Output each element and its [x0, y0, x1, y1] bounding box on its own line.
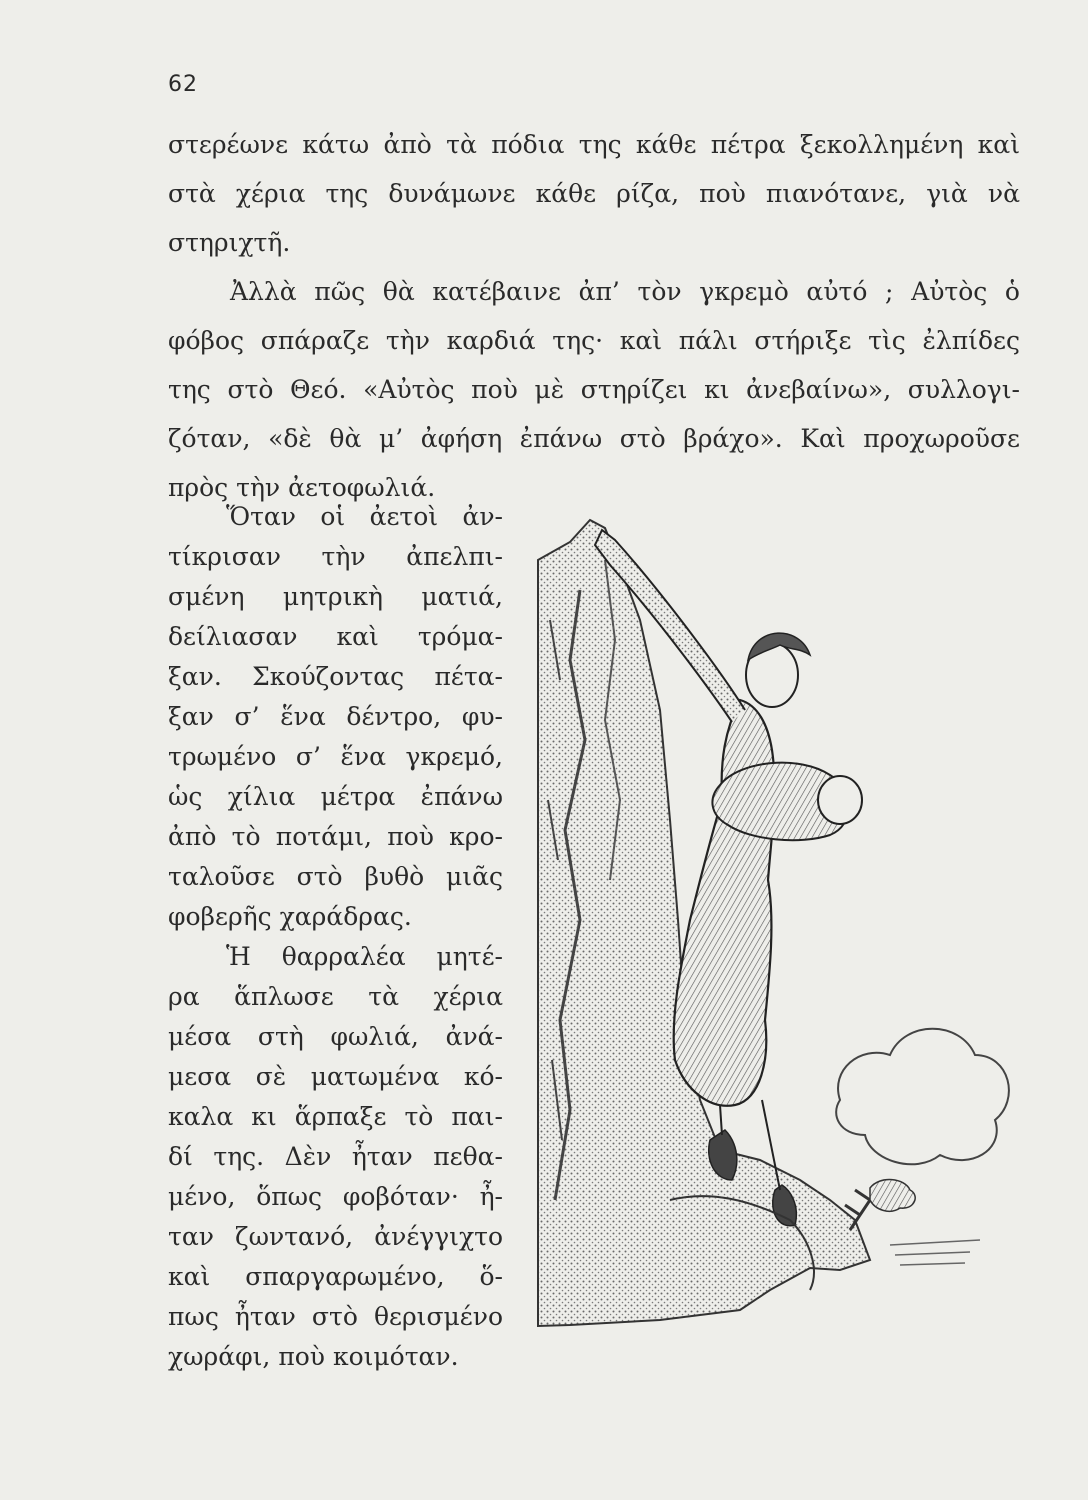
- paragraph-2: [168, 267, 1020, 512]
- text-line: στερέωνε κάτω ἀπὸ τὰ πόδια της κάθε πέτρα ξεκολλημένη καὶ: [168, 130, 1020, 159]
- text-line: πρὸς τὴν ἀετοφωλιά.: [168, 473, 436, 502]
- text-line: ξαν. Σκούζοντας πέτα-: [168, 662, 503, 691]
- text-line: μέσα στὴ φωλιά, ἀνά-: [168, 1022, 503, 1051]
- text-line: ἀπὸ τὸ ποτάμι, ποὺ κρο-: [168, 822, 503, 851]
- text-line: μένο, ὅπως φοβόταν· ἦ-: [168, 1182, 503, 1211]
- text-line: ταν ζωντανό, ἀνέγγιχτο: [168, 1222, 503, 1251]
- text-line: μεσα σὲ ματωμένα κό-: [168, 1062, 503, 1091]
- text-line: τίκρισαν τὴν ἀπελπι-: [168, 542, 503, 571]
- text-line: πως ἦταν στὸ θερισμένο: [168, 1302, 503, 1331]
- text-line: της στὸ Θεό. «Αὐτὸς ποὺ μὲ στηρίζει κι ἀνεβαίνω», συλλογι-: [168, 375, 1020, 404]
- text-line: ζόταν, «δὲ θὰ μ’ ἀφήση ἐπάνω στὸ βράχο». Καὶ προχωροῦσε: [168, 424, 1020, 453]
- text-line: σμένη μητρικὴ ματιά,: [168, 582, 503, 611]
- paragraph-1: [168, 120, 1020, 267]
- text-line: Ἡ θαρραλέα μητέ-: [226, 942, 503, 971]
- baby-face: [818, 776, 862, 824]
- text-line: ὡς χίλια μέτρα ἐπάνω: [168, 782, 503, 811]
- text-line: στὰ χέρια της δυνάμωνε κάθε ρίζα, ποὺ πιανότανε, γιὰ νὰ: [168, 179, 1020, 208]
- text-line: χωράφι, ποὺ κοιμόταν.: [168, 1342, 459, 1371]
- text-line: δί της. Δὲν ἦταν πεθα-: [168, 1142, 503, 1171]
- text-line: φόβος σπάραζε τὴν καρδιά της· καὶ πάλι στήριξε τὶς ἐλπίδες: [168, 326, 1020, 355]
- paragraph-4: [168, 937, 503, 1377]
- text-line: καὶ σπαργαρωμένο, ὅ-: [168, 1262, 503, 1291]
- text-line: στηριχτῆ.: [168, 228, 291, 257]
- mother-on-cliff-illustration: [510, 500, 1030, 1400]
- text-line: Ὅταν οἱ ἀετοὶ ἀν-: [226, 502, 503, 531]
- text-line: καλα κι ἅρπαξε τὸ παι-: [168, 1102, 503, 1131]
- illustration: [510, 500, 1030, 1400]
- text-line: δείλιασαν καὶ τρόμα-: [168, 622, 503, 651]
- text-line: φοβερῆς χαράδρας.: [168, 902, 412, 931]
- text-line: ξαν σ’ ἕνα δέντρο, φυ-: [168, 702, 503, 731]
- cloud: [836, 1029, 1009, 1165]
- text-line: ρα ἅπλωσε τὰ χέρια: [168, 982, 503, 1011]
- page-number: 62: [168, 72, 198, 97]
- text-line: Ἀλλὰ πῶς θὰ κατέβαινε ἀπ’ τὸν γκρεμὸ αὐτό ; Αὐτὸς ὁ: [230, 277, 1020, 306]
- text-line: ταλοῦσε στὸ βυθὸ μιᾶς: [168, 862, 503, 891]
- mother-dress: [674, 700, 775, 1106]
- text-line: τρωμένο σ’ ἕνα γκρεμό,: [168, 742, 503, 771]
- paragraph-3: [168, 497, 503, 937]
